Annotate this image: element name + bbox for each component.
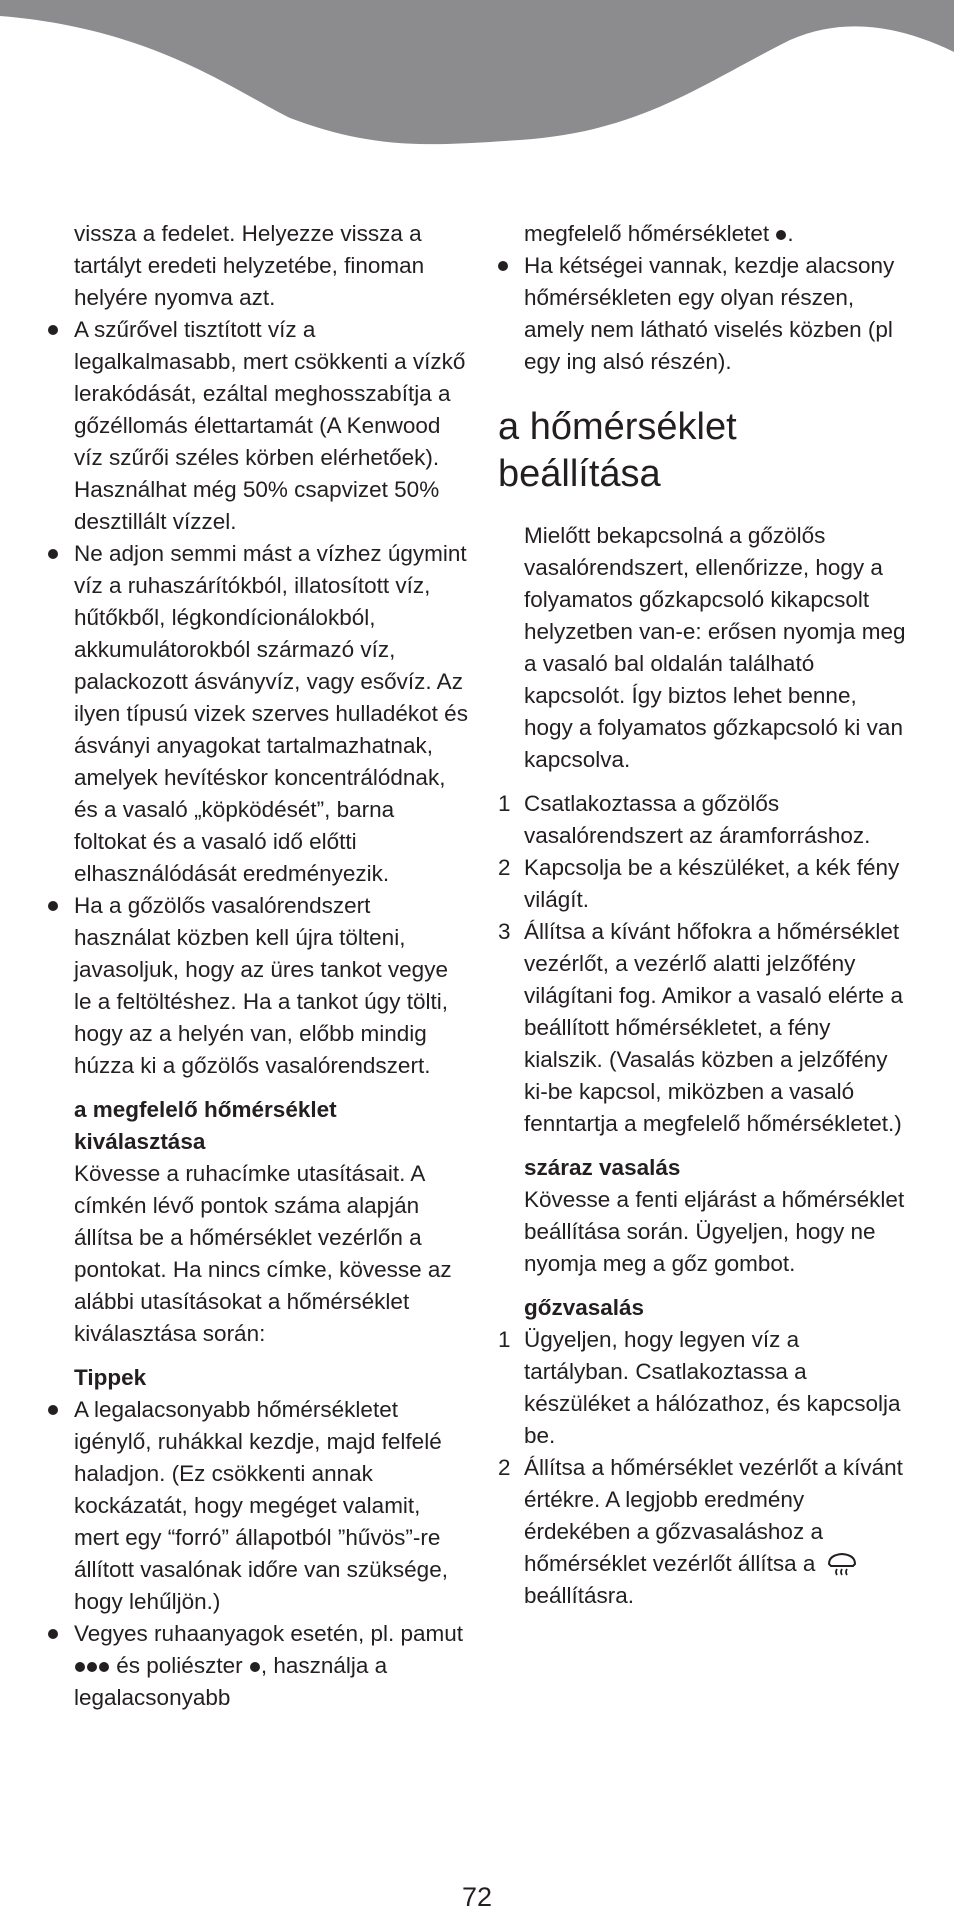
step-text: Állítsa a kívánt hőfokra a hőmérséklet vezérlőt, a vezérlő alatti jelzőfény világítani fog. Amikor a vasaló elérte a beállított hőmérsékletet, a fény kialszik. (Vasalás közben a jelzőfény ki-be kapcsol, miközben a vasaló fenntartja a megfelelő hőmérsékletet.): [524, 919, 903, 1136]
right-column: [498, 218, 908, 1612]
tip-text-part3: , használja a legalacsonyabb: [74, 1653, 388, 1710]
step-number: 3: [498, 919, 511, 944]
left-column: [48, 218, 468, 1714]
bullet-icon: [48, 1405, 58, 1415]
one-dot-temperature-icon: [775, 221, 787, 246]
bullet-icon: [48, 901, 58, 911]
section-title: [498, 404, 908, 498]
bullet-icon: [48, 549, 58, 559]
tip-item-lowest-first: [48, 1394, 468, 1618]
subheading-dry-ironing: száraz vasalás: [524, 1155, 681, 1180]
bullet-item-refill-during-use: [48, 890, 468, 1082]
tip-text: Ha kétségei vannak, kezdje alacsony hőmérsékleten egy olyan részen, amely nem látható viselés közben (pl egy ing alsó részén).: [524, 253, 895, 374]
tip-item-hidden-area: [498, 250, 908, 378]
step-number: 2: [498, 1455, 511, 1480]
subheading-tips: Tippek: [74, 1365, 147, 1390]
paragraph-tip-continued: [498, 218, 908, 250]
paragraph-intro: Mielőtt bekapcsolná a gőzölős vasalórendszert, ellenőrizze, hogy a folyamatos gőzkapcsoló kikapcsolt helyzetben van-e: erősen nyomja meg a vasaló bal oldalán található kapcsolót. Így biztos lehet benne, hogy a folyamatos gőzkapcsoló ki van kapcsolva.: [524, 523, 906, 772]
one-dot-temperature-icon: [249, 1653, 261, 1678]
step-item: [498, 916, 908, 1140]
bullet-text: A szűrővel tisztított víz a legalkalmasabb, mert csökkenti a vízkő lerakódását, ezáltal meghosszabítja a gőzéllomás élettartamát (A Kenwood víz szűrői széles körben elérhetőek). Használhat még 50% csapvizet 50% desztillált vízzel.: [74, 317, 466, 534]
bullet-icon: [498, 261, 508, 271]
page-number: 72: [461, 1882, 493, 1912]
subheading-steam-ironing: gőzvasalás: [524, 1295, 645, 1320]
steam-step-item: [498, 1324, 908, 1452]
step-text: Csatlakoztassa a gőzölős vasalórendszert az áramforráshoz.: [524, 791, 871, 848]
tip-text-part2: és poliészter: [116, 1653, 243, 1678]
bullet-text: Ne adjon semmi mást a vízhez úgymint víz a ruhaszárítókból, illatosított víz, hűtőkből, légkondícionálokból, akkumulátorokból származó víz, palackozott ásványvíz, vagy esővíz. Az ilyen típusú vizek szerves hulladékot és ásványi anyagokat tartalmazhatnak, amelyek hevítéskor koncentrálódnak, és a vasaló „köpködését”, barna foltokat és a vasaló idő előtti elhasználódását eredményezik.: [74, 541, 468, 886]
subheading-temperature-selection: a megfelelő hőmérséklet kiválasztása: [74, 1097, 337, 1154]
step-item: [498, 852, 908, 916]
bullet-icon: [48, 325, 58, 335]
tip-text: A legalacsonyabb hőmérsékletet igénylő, ruhákkal kezdje, majd felfelé haladjon. (Ez csökkenti annak kockázatát, hogy megéget valamit, mert egy “forró” állapotból ”hűvös”-re állított vasalónak időre van szüksége, hogy lehűljön.): [74, 1397, 448, 1614]
bullet-item-filtered-water: [48, 314, 468, 538]
paragraph-refill-continued: vissza a fedelet. Helyezze vissza a tartályt eredeti helyzetébe, finoman helyére nyomva azt.: [74, 221, 425, 310]
section-title-line1: a hőmérséklet: [498, 406, 737, 448]
bullet-icon: [48, 1629, 58, 1639]
header-wave-shape: [0, 0, 954, 144]
continued-text: megfelelő hőmérsékletet: [524, 221, 770, 246]
step-number: 1: [498, 791, 511, 816]
steam-setting-icon: [826, 1551, 858, 1577]
tip-item-mixed-fabrics: [48, 1618, 468, 1714]
step-text-end: beállításra.: [524, 1583, 635, 1608]
three-dot-temperature-icon: [74, 1653, 110, 1678]
bullet-item-water-warning: [48, 538, 468, 890]
step-text: Állítsa a hőmérséklet vezérlőt a kívánt értékre. A legjobb eredmény érdekében a gőzvasaláshoz a hőmérséklet vezérlőt állítsa a: [524, 1455, 903, 1576]
bullet-text: Ha a gőzölős vasalórendszert használat közben kell újra tölteni, javasoljuk, hogy az üres tankot vegye le a feltöltéshez. Ha a tankot úgy tölti, hogy az a helyén van, előbb mindig húzza ki a gőzölős vasalórendszert.: [74, 893, 448, 1078]
step-text: Ügyeljen, hogy legyen víz a tartályban. Csatlakoztassa a készüléket a hálózathoz, és kapcsolja be.: [524, 1327, 901, 1448]
tip-text-part1: Vegyes ruhaanyagok esetén, pl. pamut: [74, 1621, 464, 1646]
step-item: [498, 788, 908, 852]
header-wave-decoration: [0, 0, 954, 160]
continued-text-end: .: [787, 221, 794, 246]
paragraph-dry-ironing: Kövesse a fenti eljárást a hőmérséklet beállítása során. Ügyeljen, hogy ne nyomja meg a gőz gombot.: [524, 1187, 905, 1276]
section-title-line2: beállítása: [498, 453, 661, 495]
steam-step-item: [498, 1452, 908, 1612]
step-text: Kapcsolja be a készüléket, a kék fény világít.: [524, 855, 900, 912]
paragraph-temperature-selection: Kövesse a ruhacímke utasításait. A címkén lévő pontok száma alapján állítsa be a hőmérséklet vezérlőn a pontokat. Ha nincs címke, kövesse az alábbi utasításokat a hőmérséklet kiválasztása során:: [74, 1161, 452, 1346]
step-number: 2: [498, 855, 511, 880]
step-number: 1: [498, 1327, 511, 1352]
